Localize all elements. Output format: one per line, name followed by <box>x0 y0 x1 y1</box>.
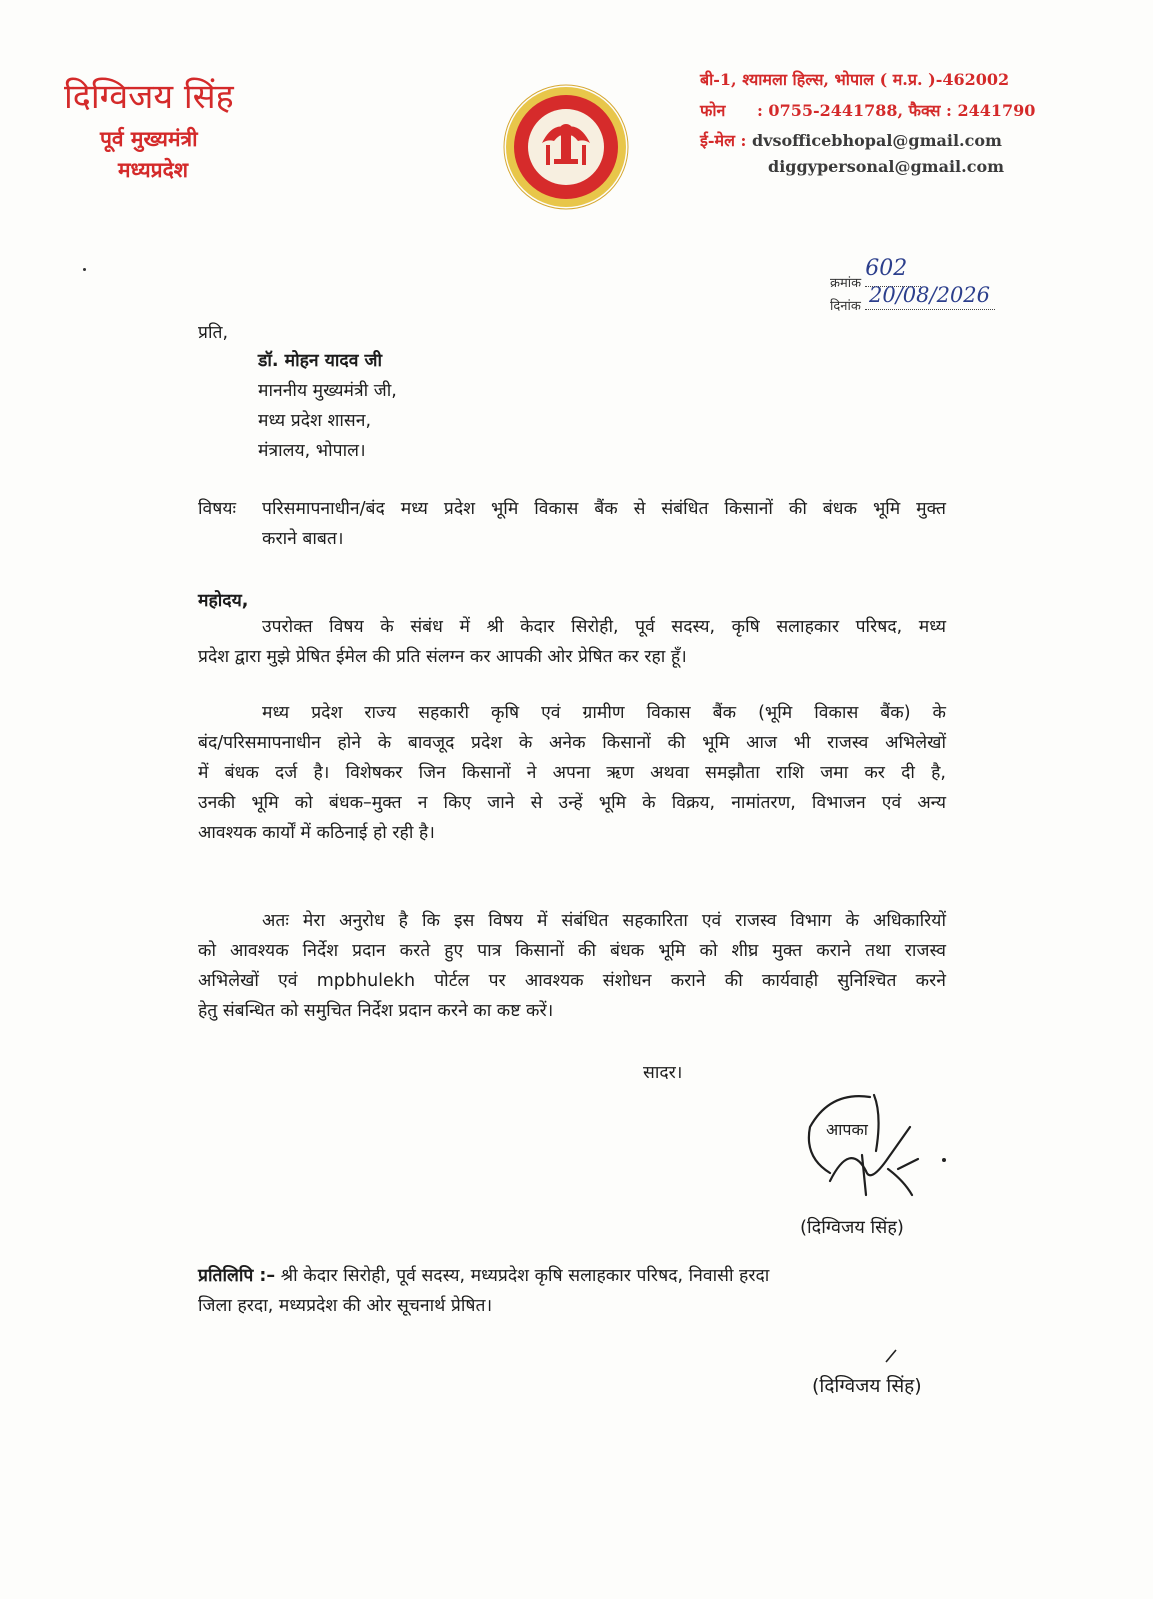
ref-number-value: 602 <box>865 256 908 281</box>
copy-line-1 <box>198 1263 769 1287</box>
recipient-name: डॉ. मोहन यादव जी <box>258 351 383 371</box>
ref-number-label: क्रमांक <box>830 276 862 291</box>
email-line-2 <box>768 157 1004 176</box>
para2-line-4: उनकी भूमि को बंधक–मुक्त न किए जाने से उन्हें भूमि के विक्रय, नामांतरण, विभाजन एवं अन्य <box>198 793 946 813</box>
para3-line-2: को आवश्यक निर्देश प्रदान करते हुए पात्र किसानों की बंधक भूमि को शीघ्र मुक्त कराने तथा राजस्व <box>198 941 946 961</box>
signature-yours: आपका <box>826 1120 868 1139</box>
recipient-line-3: मंत्रालय, भोपाल। <box>258 441 366 461</box>
phone-value: : 0755-2441788, फैक्स : 2441790 <box>756 101 1036 120</box>
recipient-line-2: मध्य प्रदेश शासन, <box>258 411 372 431</box>
sender-designation: पूर्व मुख्यमंत्री <box>100 126 198 151</box>
signature-name: (दिग्विजय सिंह) <box>800 1217 904 1238</box>
copy-label: प्रतिलिपि :– <box>198 1266 276 1286</box>
email-personal[interactable]: diggypersonal@gmail.com <box>768 157 1005 176</box>
to-label: प्रति, <box>198 323 229 343</box>
sender-state: मध्यप्रदेश <box>118 157 189 182</box>
footer-signature-name: (दिग्विजय सिंह) <box>812 1375 922 1397</box>
para1-line-1: उपरोक्त विषय के संबंध में श्री केदार सिरोही, पूर्व सदस्य, कृषि सलाहकार परिषद, मध्य <box>262 617 946 637</box>
para2-line-2: बंद/परिसमापनाधीन होने के बावजूद प्रदेश के अनेक किसानों की भूमि आज भी राजस्व अभिलेखों <box>198 733 946 753</box>
sender-name: दिग्विजय सिंह <box>64 77 234 117</box>
para3-line-4: हेतु संबन्धित को समुचित निर्देश प्रदान करने का कष्ट करें। <box>198 1001 554 1021</box>
scan-speck <box>83 268 86 271</box>
salutation: महोदय, <box>198 591 249 611</box>
copy-line-2: जिला हरदा, मध्यप्रदेश की ओर सूचनार्थ प्रेषित। <box>198 1296 493 1316</box>
phone-line <box>700 99 1035 121</box>
subject-line-1: परिसमापनाधीन/बंद मध्य प्रदेश भूमि विकास बैंक से संबंधित किसानों की बंधक भूमि मुक्त <box>262 499 946 519</box>
para2-line-1: मध्य प्रदेश राज्य सहकारी कृषि एवं ग्रामीण विकास बैंक (भूमि विकास बैंक) के <box>262 703 946 723</box>
phone-label: फोन <box>700 101 726 120</box>
initial-mark <box>884 1348 898 1362</box>
copy-text-1: श्री केदार सिरोही, पूर्व सदस्य, मध्यप्रदेश कृषि सलाहकार परिषद, निवासी हरदा <box>280 1266 770 1286</box>
ref-date-label: दिनांक <box>830 299 861 314</box>
closing: सादर। <box>643 1063 683 1083</box>
para3-line-3: अभिलेखों एवं mpbhulekh पोर्टल पर आवश्यक संशोधन कराने की कार्यवाही सुनिश्चित करने <box>198 971 946 991</box>
signature-dot <box>942 1158 946 1162</box>
para3-line-1: अतः मेरा अनुरोध है कि इस विषय में संबंधित सहकारिता एवं राजस्व विभाग के अधिकारियों <box>262 911 946 931</box>
email-line-1 <box>700 129 1002 151</box>
para1-line-2: प्रदेश द्वारा मुझे प्रेषित ईमेल की प्रति संलग्न कर आपकी ओर प्रेषित कर रहा हूँ। <box>198 647 687 667</box>
state-emblem-seal <box>502 83 630 211</box>
para2-line-3: में बंधक दर्ज है। विशेषकर जिन किसानों ने अपना ऋण अथवा समझौता राशि जमा कर दी है, <box>198 763 946 783</box>
subject-line-2: कराने बाबत। <box>262 529 344 549</box>
ref-date-value: 20/08/2026 <box>868 283 991 307</box>
sender-address: बी-1, श्यामला हिल्स, भोपाल ( म.प्र. )-462002 <box>700 70 1010 89</box>
para2-line-5: आवश्यक कार्यों में कठिनाई हो रही है। <box>198 823 435 843</box>
email-office[interactable]: dvsofficebhopal@gmail.com <box>751 131 1002 150</box>
email-label: ई-मेल : <box>700 131 747 150</box>
subject-label: विषयः <box>198 499 237 519</box>
ref-date-dots <box>865 283 995 310</box>
handwritten-signature <box>800 1085 950 1225</box>
recipient-line-1: माननीय मुख्यमंत्री जी, <box>258 381 397 401</box>
